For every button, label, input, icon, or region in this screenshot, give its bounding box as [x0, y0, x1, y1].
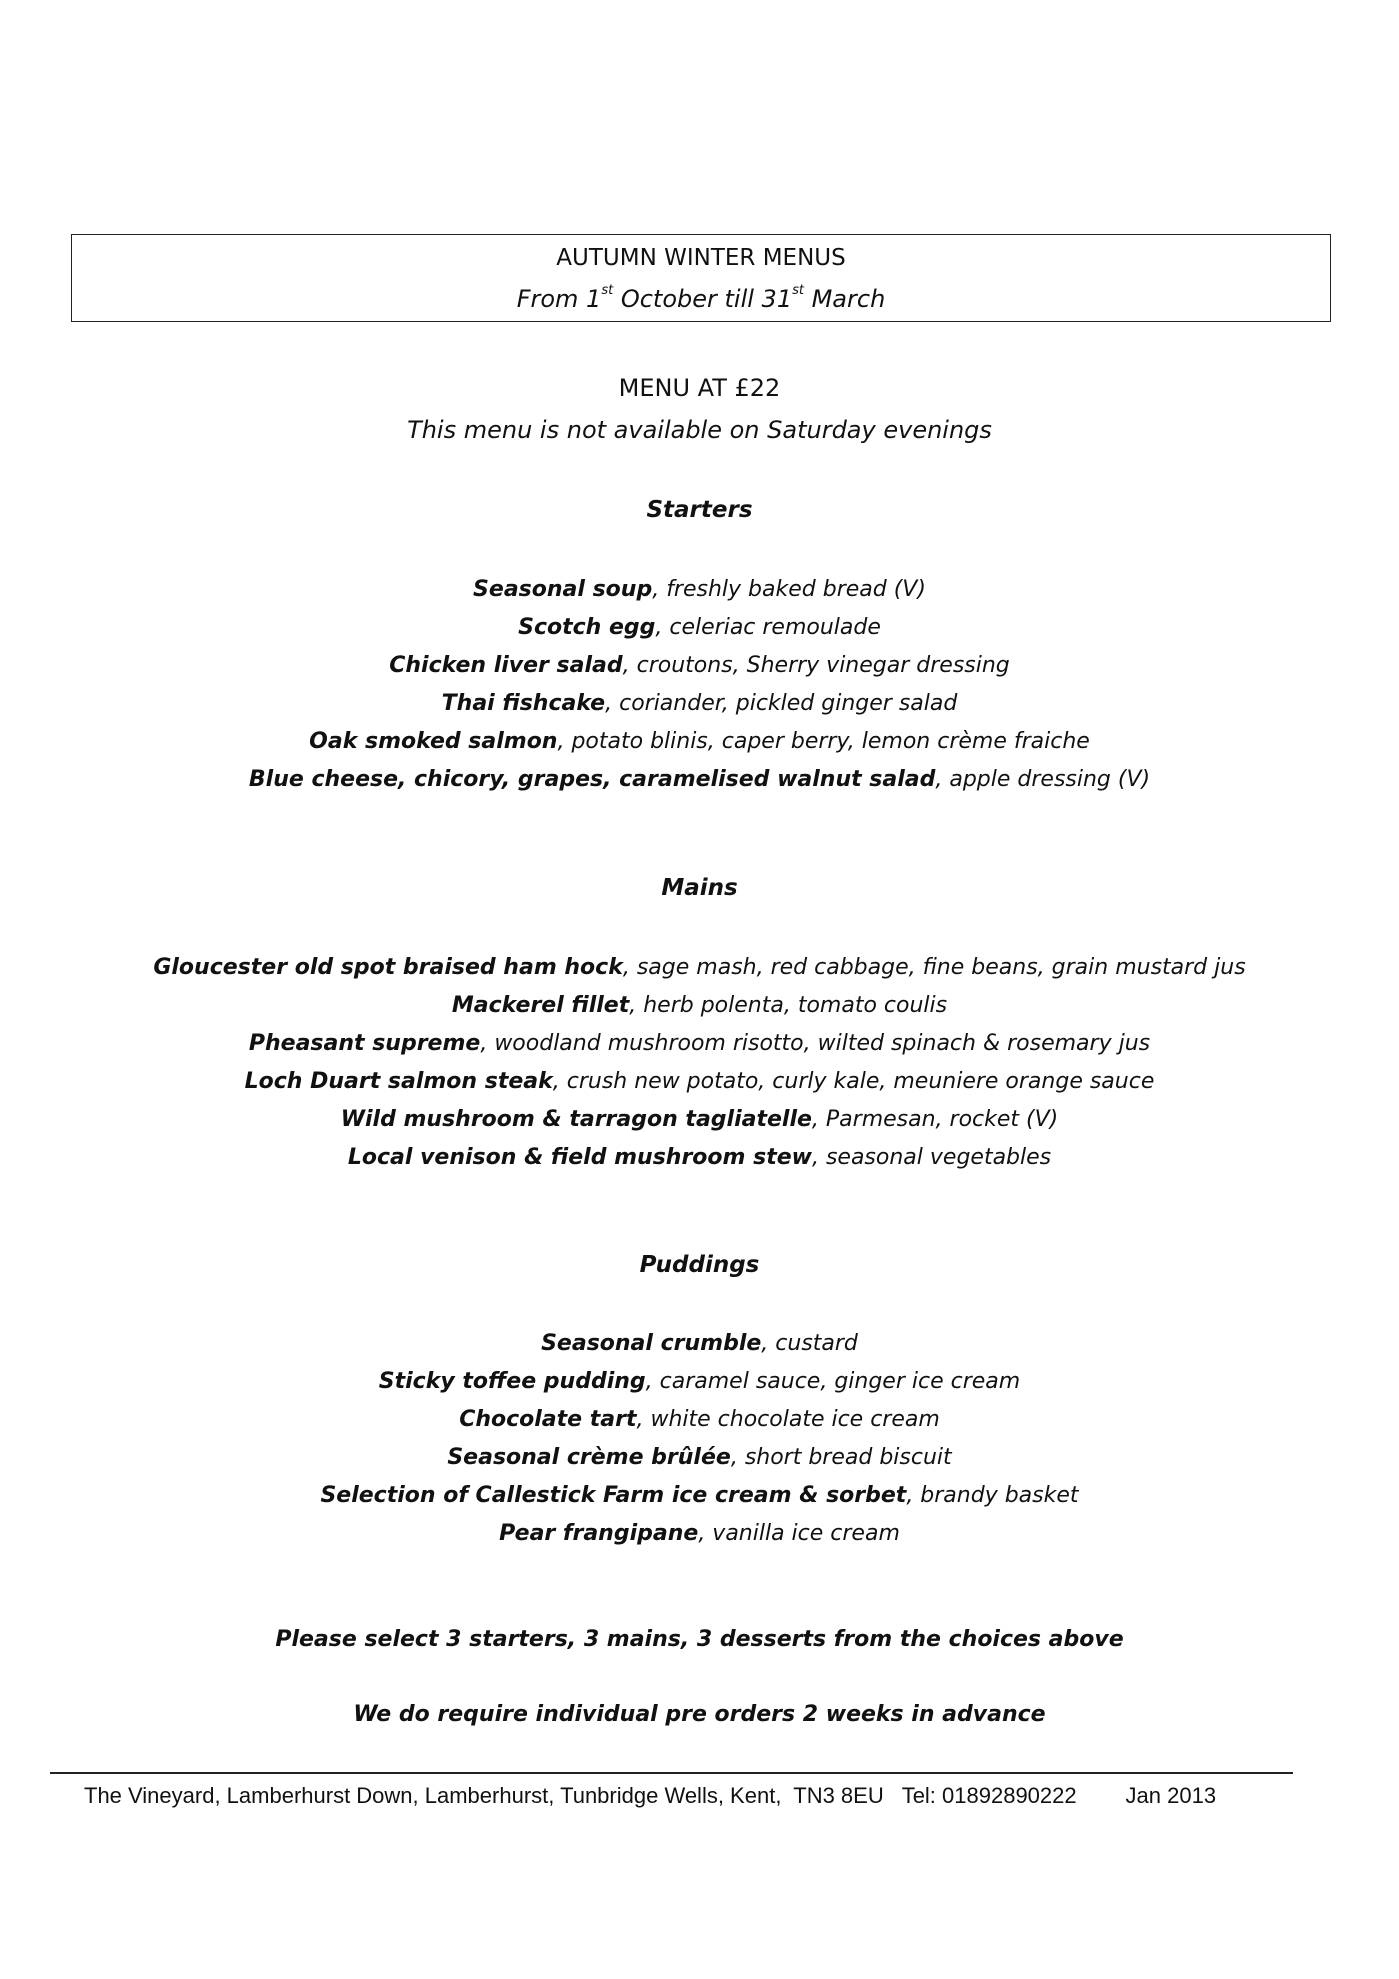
list-item: [0, 949, 1399, 987]
dates-middle: October till 31: [613, 285, 793, 313]
dish-description: , apple dressing (V): [935, 767, 1151, 792]
dish-description: , potato blinis, caper berry, lemon crème fraiche: [557, 729, 1090, 754]
puddings-list: [0, 1325, 1399, 1553]
dish-name: Mackerel fillet: [451, 993, 630, 1018]
dish-name: Chocolate tart: [459, 1407, 637, 1432]
menu-price-title: MENU AT £22: [618, 374, 781, 402]
dish-name: Seasonal crème brûlée: [447, 1445, 731, 1470]
list-item: [0, 1401, 1399, 1439]
dish-description: , woodland mushroom risotto, wilted spinach & rosemary jus: [480, 1031, 1151, 1056]
dish-description: , short bread biscuit: [730, 1445, 952, 1470]
list-item: [0, 1439, 1399, 1477]
footer-address: The Vineyard, Lamberhurst Down, Lamberhurst, Tunbridge Wells, Kent, TN3 8EU: [84, 1783, 884, 1808]
dish-name: Loch Duart salmon steak: [244, 1069, 553, 1094]
dish-name: Seasonal crumble: [541, 1331, 762, 1356]
list-item: [0, 1139, 1399, 1177]
dish-description: , coriander, pickled ginger salad: [605, 691, 958, 716]
dish-description: , seasonal vegetables: [811, 1145, 1052, 1170]
dish-name: Pear frangipane: [499, 1521, 699, 1546]
list-item: [0, 1515, 1399, 1553]
dish-name: Pheasant supreme: [248, 1031, 481, 1056]
starters-heading: Starters: [646, 497, 753, 523]
list-item: [0, 987, 1399, 1025]
availability-note: This menu is not available on Saturday evenings: [407, 416, 992, 444]
title-box: [71, 234, 1331, 322]
dish-description: , celeriac remoulade: [655, 615, 881, 640]
dish-description: , vanilla ice cream: [698, 1521, 900, 1546]
dish-description: , Parmesan, rocket (V): [811, 1107, 1059, 1132]
dates-prefix: From 1: [516, 285, 602, 313]
dish-description: , custard: [761, 1331, 858, 1356]
dish-name: Scotch egg: [518, 615, 656, 640]
starters-list: [0, 571, 1399, 799]
list-item: [0, 1363, 1399, 1401]
dish-name: Seasonal soup: [473, 577, 653, 602]
dish-description: , white chocolate ice cream: [636, 1407, 940, 1432]
menu-heading: AUTUMN WINTER MENUS: [556, 245, 846, 271]
dish-description: , caramel sauce, ginger ice cream: [645, 1369, 1021, 1394]
list-item: [0, 723, 1399, 761]
dish-name: Sticky toffee pudding: [378, 1369, 646, 1394]
season-dates: [72, 285, 1330, 313]
dish-name: Wild mushroom & tarragon tagliatelle: [340, 1107, 812, 1132]
dates-suffix: March: [803, 285, 886, 313]
footer-phone: Tel: 01892890222: [901, 1783, 1077, 1808]
dish-name: Selection of Callestick Farm ice cream & sorbet: [320, 1483, 907, 1508]
dates-sup1: st: [601, 283, 614, 298]
list-item: [0, 571, 1399, 609]
footer: [84, 1783, 1216, 1809]
dish-description: , freshly baked bread (V): [652, 577, 926, 602]
puddings-heading: Puddings: [639, 1252, 760, 1278]
list-item: [0, 1325, 1399, 1363]
footer-divider: [50, 1772, 1293, 1774]
dish-name: Blue cheese, chicory, grapes, caramelised walnut salad: [248, 767, 936, 792]
list-item: [0, 1477, 1399, 1515]
list-item: [0, 761, 1399, 799]
dish-name: Thai fishcake: [441, 691, 606, 716]
dish-description: , brandy basket: [906, 1483, 1079, 1508]
dish-name: Chicken liver salad: [389, 653, 623, 678]
mains-list: [0, 949, 1399, 1177]
dish-description: , croutons, Sherry vinegar dressing: [622, 653, 1010, 678]
dates-sup2: st: [792, 283, 804, 298]
list-item: [0, 685, 1399, 723]
footer-date: Jan 2013: [1125, 1783, 1217, 1808]
preorder-note: We do require individual pre orders 2 weeks in advance: [353, 1702, 1046, 1727]
dish-description: , crush new potato, curly kale, meuniere orange sauce: [552, 1069, 1155, 1094]
selection-note: Please select 3 starters, 3 mains, 3 desserts from the choices above: [275, 1627, 1124, 1652]
list-item: [0, 1101, 1399, 1139]
dish-name: Oak smoked salmon: [309, 729, 558, 754]
dish-name: Local venison & field mushroom stew: [347, 1145, 812, 1170]
dish-description: , herb polenta, tomato coulis: [629, 993, 948, 1018]
list-item: [0, 1025, 1399, 1063]
mains-heading: Mains: [661, 875, 738, 901]
list-item: [0, 609, 1399, 647]
dish-name: Gloucester old spot braised ham hock: [153, 955, 623, 980]
list-item: [0, 1063, 1399, 1101]
list-item: [0, 647, 1399, 685]
dish-description: , sage mash, red cabbage, fine beans, grain mustard jus: [622, 955, 1246, 980]
